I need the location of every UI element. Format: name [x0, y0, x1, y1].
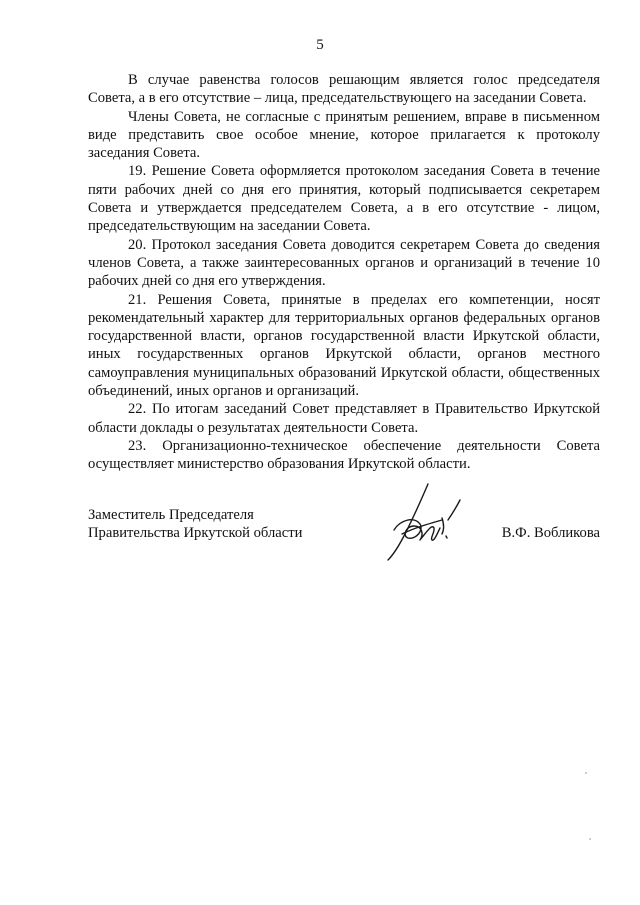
handwritten-signature-icon — [380, 480, 470, 564]
signatory-name: В.Ф. Вобликова — [501, 525, 600, 542]
document-body — [88, 71, 600, 474]
paragraph-tie-vote: В случае равенства голосов решающим является голос председателя Совета, а в его отсутствие – лица, председательствующего на заседании Совета. — [88, 72, 600, 107]
paragraph-22: 22. По итогам заседаний Совет представляет в Правительство Иркутской области доклады о результатах деятельности Совета. — [88, 401, 600, 436]
signatory-title-line-2: Правительства Иркутской области — [88, 525, 303, 542]
paragraph-dissenting-opinion: Члены Совета, не согласные с принятым решением, вправе в письменном виде представить свое особое мнение, которое прилагается к протоколу заседания Совета. — [88, 108, 600, 162]
paragraph-20: 20. Протокол заседания Совета доводится секретарем Совета до сведения членов Совета, а также заинтересованных органов и организаций в течение 10 рабочих дней со дня его утверждения. — [88, 236, 600, 290]
signature-block — [88, 506, 600, 566]
paragraph-23: 23. Организационно-техническое обеспечение деятельности Совета осуществляет министерство образования Иркутской области. — [88, 437, 600, 473]
scan-artifact — [585, 772, 587, 774]
signatory-title — [88, 506, 302, 543]
scan-artifact — [589, 838, 591, 840]
paragraph-19: 19. Решение Совета оформляется протоколом заседания Совета в течение пяти рабочих дней со дня его принятия, который подписывается секретарем Совета и утверждается председателем Совета, а в его отсутствие - лицом, председательствующим на заседании Совета. — [88, 163, 600, 235]
signatory-title-line-1: Заместитель Председателя — [88, 507, 254, 523]
page-number: 5 — [316, 37, 324, 53]
paragraph-21: 21. Решения Совета, принятые в пределах его компетенции, носят рекомендательный характер для территориальных органов федеральных органов государственной власти, органов государственной власти Иркутской области, иных государственных органов Иркутской области, органов местного самоуправления муниципальных образований Иркутской области, общественных объединений, иных органов и организаций. — [88, 291, 600, 400]
